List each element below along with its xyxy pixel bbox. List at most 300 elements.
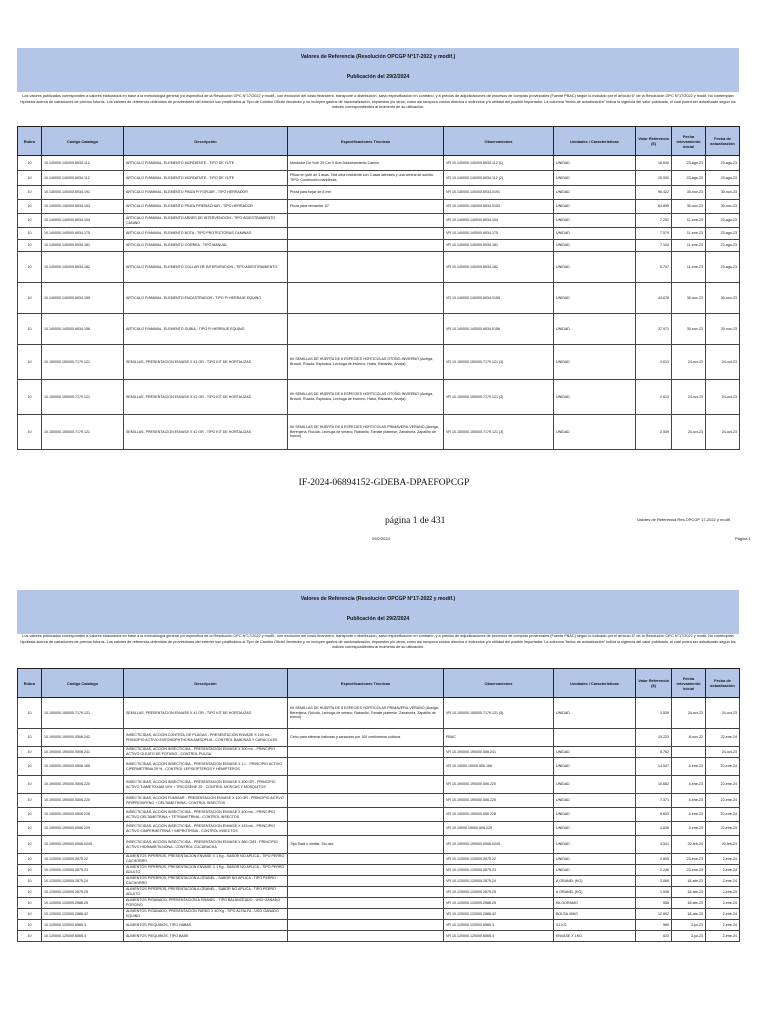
description-cell: ARTICULO P/ANIMAL, ELEMENTO BOTA - TIPO PROTECTORAS CAMINAS bbox=[124, 228, 288, 240]
update-date-cell: 20-feb-24 bbox=[706, 836, 740, 854]
observations-cell: VR 10.120000.120000.2888.25 bbox=[444, 898, 554, 909]
initial-date-cell bbox=[672, 747, 706, 758]
rubro-cell: 10 bbox=[18, 909, 42, 920]
reference-value-cell: 2.613 bbox=[636, 380, 672, 415]
rubro-cell: 10 bbox=[18, 887, 42, 898]
units-cell: UNIDAD bbox=[554, 415, 636, 450]
description-cell: ALIMENTOS P/PERROS, PRESENTACION A GRANEL - SABOR NO APLICA - TIPO PERRO ADULTO bbox=[124, 887, 288, 898]
description-cell: ARTICULO P/ANIMAL, ELEMENTO MORDIENTE - TIPO DE YUTE bbox=[124, 156, 288, 171]
initial-date-cell: 4-ene-23 bbox=[672, 776, 706, 794]
initial-date-cell: 11-ene-23 bbox=[672, 228, 706, 240]
specs-cell bbox=[288, 920, 444, 931]
initial-date-cell: 24-oct-23 bbox=[672, 345, 706, 380]
units-cell bbox=[554, 729, 636, 747]
description-cell: ALIMENTOS P/GANADO, PRESENTACION A GRANEL - TIPO BALANCEADO - USO GANADO PORCINO bbox=[124, 898, 288, 909]
catalog-code-cell: 10.140000.140000.6934.155 bbox=[42, 283, 124, 314]
initial-date-cell: 24-oct-23 bbox=[672, 698, 706, 729]
update-date-cell: 23-ago-23 bbox=[706, 240, 740, 252]
catalog-code-cell: 10.140000.140000.6934.153 bbox=[42, 200, 124, 214]
update-date-cell: 30-nov-23 bbox=[706, 283, 740, 314]
reference-value-cell: 37.971 bbox=[636, 314, 672, 345]
units-cell: UNIDAD bbox=[554, 808, 636, 822]
reference-value-cell: 2.613 bbox=[636, 345, 672, 380]
catalog-code-cell: 10.120000.120000.6565.3 bbox=[42, 920, 124, 931]
catalog-code-cell: 10.120000.120000.2875.25 bbox=[42, 887, 124, 898]
reference-value-cell: 7.104 bbox=[636, 240, 672, 252]
rubro-cell: 10 bbox=[18, 380, 42, 415]
specs-cell bbox=[288, 776, 444, 794]
catalog-code-cell: 10.190000.190000.0506.166 bbox=[42, 758, 124, 776]
table-row bbox=[18, 776, 740, 794]
units-cell: KILOGRAMO bbox=[554, 898, 636, 909]
description-cell: INSECTICIDAS, ACCION FUMIGAR - PRESENTACION ENVASE X 120 GR - PRINCIPIO ACTIVO PIRIPROXIFENO + DELTAMETRINA - CONTROL INSECTOS bbox=[124, 794, 288, 808]
rubro-cell: 10 bbox=[18, 854, 42, 865]
table-row bbox=[18, 314, 740, 345]
rubro-cell: 10 bbox=[18, 865, 42, 876]
footer-page: Página 1 bbox=[735, 536, 751, 541]
specs-cell bbox=[288, 214, 444, 228]
specs-cell: Kit SEMILLAS DE HUERTA DE 8 ESPECIES HORTICOLAS PRIMAVERA-VERANO (Acelga, Berenjena, Rúcula, Lechuga de verano, Rabanito, Tomate platense, Zanahoria, Zapallito de tronco). bbox=[288, 415, 444, 450]
col-header: Fecha relevamiento inicial bbox=[672, 127, 706, 156]
initial-date-cell: 4-ene-23 bbox=[672, 794, 706, 808]
rubro-cell: 10 bbox=[18, 729, 42, 747]
table-row bbox=[18, 380, 740, 415]
specs-cell bbox=[288, 931, 444, 942]
table-row bbox=[18, 186, 740, 200]
units-cell: UNIDAD bbox=[554, 380, 636, 415]
update-date-cell: 2-ene-24 bbox=[706, 854, 740, 865]
specs-cell bbox=[288, 898, 444, 909]
description-cell: ALIMENTOS P/EQUINOS, TIPO BASE bbox=[124, 931, 288, 942]
description-cell: INSECTICIDAS, ACCION INSECTICIDA - PRESENTACION ENVASE X 400 mL - PRINCIPIO ACTIVO DELTAMETRINA + TETRAMETRINA - CONTROL INSECTOS bbox=[124, 808, 288, 822]
col-header: Observaciones bbox=[444, 669, 554, 698]
rubro-cell: 10 bbox=[18, 314, 42, 345]
specs-cell bbox=[288, 252, 444, 283]
table-row bbox=[18, 283, 740, 314]
units-cell: UNIDAD bbox=[554, 240, 636, 252]
initial-date-cell: 4-ene-23 bbox=[672, 758, 706, 776]
units-cell: UNIDAD bbox=[554, 283, 636, 314]
update-date-cell: 30-nov-23 bbox=[706, 186, 740, 200]
reference-value-cell: 2.069 bbox=[636, 876, 672, 887]
description-cell: ARTICULO P/ANIMAL, ELEMENTO MORDIENTE - TIPO DE YUTE bbox=[124, 171, 288, 186]
observations-cell: VR 10.140000.140000.6934.112 (2) bbox=[444, 171, 554, 186]
table-row bbox=[18, 887, 740, 898]
units-cell: UNIDAD bbox=[554, 214, 636, 228]
col-header: Unidades / Caracteristicas bbox=[554, 127, 636, 156]
rubro-cell: 10 bbox=[18, 345, 42, 380]
reference-value-cell: 2.805 bbox=[636, 854, 672, 865]
rubro-cell: 10 bbox=[18, 876, 42, 887]
units-cell: UNIDAD bbox=[554, 252, 636, 283]
specs-cell: Kit SEMILLAS DE HUERTA DE 8 ESPECIES HORTICOLAS PRIMAVERA-VERANO (Acelga, Berenjena, Rúcula, Lechuga de verano, Rabanito, Tomate platense, Zanahoria, Zapallito de tronco). bbox=[288, 698, 444, 729]
col-header: Descripción bbox=[124, 127, 288, 156]
catalog-code-cell: 10.190000.190000.0506.0245 bbox=[42, 836, 124, 854]
units-cell: UNIDAD bbox=[554, 836, 636, 854]
units-cell: UNIDAD bbox=[554, 345, 636, 380]
rubro-cell: 10 bbox=[18, 283, 42, 314]
catalog-code-cell: 10.190000.190000.0506.242 bbox=[42, 729, 124, 747]
observations-cell: VR 10.140000.140000.6934.181 bbox=[444, 240, 554, 252]
description-cell: SEMILLAS, PRESENTACION ENVASE X 41 GR - TIPO KIT DE HORTALIZAS bbox=[124, 380, 288, 415]
table-row bbox=[18, 747, 740, 758]
catalog-code-cell: 10.140000.140000.6934.181 bbox=[42, 240, 124, 252]
initial-date-cell: 30-nov-23 bbox=[672, 186, 706, 200]
update-date-cell: 23-ago-23 bbox=[706, 228, 740, 240]
observations-cell: VR 10.140000.140000.6934.0191 bbox=[444, 186, 554, 200]
observations-cell: VR 10.190000.190000.506.220 bbox=[444, 776, 554, 794]
table-row bbox=[18, 758, 740, 776]
reference-value-cell: 96.422 bbox=[636, 186, 672, 200]
update-date-cell: 2-ene-24 bbox=[706, 876, 740, 887]
table-row bbox=[18, 876, 740, 887]
table-row bbox=[18, 252, 740, 283]
table-row bbox=[18, 865, 740, 876]
reference-value-cell: 16.640 bbox=[636, 156, 672, 171]
units-cell: UNIDAD bbox=[554, 865, 636, 876]
observations-cell: VR 10.120000.120000.6565.3 bbox=[444, 920, 554, 931]
rubro-cell: 10 bbox=[18, 747, 42, 758]
footer-date: 29/2/2024 bbox=[372, 536, 390, 541]
units-cell: UNIDAD bbox=[554, 228, 636, 240]
observations-cell: VR 10.140000.140000.6934.175 bbox=[444, 228, 554, 240]
description-cell: ARTICULO P/ANIMAL, ELEMENTO ARNES DE INTERVENCION - TIPO ADIESTRAMIENTO CANINO bbox=[124, 214, 288, 228]
col-header: Rubro bbox=[18, 127, 42, 156]
table-header-row bbox=[18, 127, 740, 156]
initial-date-cell: 20-feb-24 bbox=[672, 836, 706, 854]
col-header: Código Catalogo bbox=[42, 669, 124, 698]
publication-date: Publicación del 29/2/2024 bbox=[346, 74, 410, 80]
description-cell: ARTICULO P/ANIMAL, ELEMENTO GUBIA - TIPO P/ HERRAJE EQUINO bbox=[124, 314, 288, 345]
catalog-code-cell: 10.140000.140000.6934.112 bbox=[42, 171, 124, 186]
table-row bbox=[18, 822, 740, 836]
description-cell: SEMILLAS, PRESENTACION ENVASE X 41 GR - TIPO KIT DE HORTALIZAS bbox=[124, 698, 288, 729]
table-row bbox=[18, 415, 740, 450]
col-header: Unidades / Caracteristicas bbox=[554, 669, 636, 698]
table-body bbox=[18, 156, 740, 450]
update-date-cell: 24-oct-23 bbox=[706, 415, 740, 450]
table-row bbox=[18, 808, 740, 822]
reference-value-cell: 7.252 bbox=[636, 214, 672, 228]
specs-cell bbox=[288, 240, 444, 252]
rubro-cell: 10 bbox=[18, 822, 42, 836]
initial-date-cell: 3-jul-23 bbox=[672, 920, 706, 931]
catalog-code-cell: 10.150000.150000.7179.121 bbox=[42, 380, 124, 415]
specs-cell bbox=[288, 794, 444, 808]
rubro-cell: 10 bbox=[18, 171, 42, 186]
catalog-code-cell: 10.140000.140000.6934.182 bbox=[42, 252, 124, 283]
observations-cell: VR 10.120000.120000.2888.42 bbox=[444, 909, 554, 920]
observations-cell: VR 10.140000.140000.6934.0153 bbox=[444, 200, 554, 214]
document-page-2 bbox=[0, 590, 768, 1024]
specs-cell: Tipo Raid o similar. Sin olor. bbox=[288, 836, 444, 854]
update-date-cell: 30-nov-23 bbox=[706, 314, 740, 345]
description-cell: ARTICULO P/ANIMAL, ELEMENTO PINZA P/REMACHAR - TIPO HERRADOR bbox=[124, 200, 288, 214]
table-row bbox=[18, 228, 740, 240]
specs-cell bbox=[288, 747, 444, 758]
description-cell: INSECTICIDAS, ACCION INSECTICIDA - PRESENTACION ENVASE X 400 GR - PRINCIPIO ACTIVO TIAMETOXAM 10% + TRICOSENE Z9 - CONTROL MOSCAS Y MOSQUITOS bbox=[124, 776, 288, 794]
catalog-code-cell: 10.150000.150000.7179.121 bbox=[42, 345, 124, 380]
col-header: Fecha de actualización bbox=[706, 669, 740, 698]
table-header-row bbox=[18, 669, 740, 698]
specs-cell bbox=[288, 876, 444, 887]
units-cell: UNIDAD bbox=[554, 747, 636, 758]
observations-cell: VR 10.19000.19000.506.229 bbox=[444, 822, 554, 836]
table-body bbox=[18, 698, 740, 942]
update-date-cell: 2-ene-24 bbox=[706, 931, 740, 942]
initial-date-cell: 3-jul-23 bbox=[672, 931, 706, 942]
initial-date-cell: 11-ene-23 bbox=[672, 240, 706, 252]
catalog-code-cell: 10.120000.120000.2875.22 bbox=[42, 854, 124, 865]
update-date-cell: 24-oct-23 bbox=[706, 380, 740, 415]
page-number: página 1 de 431 bbox=[385, 516, 446, 526]
update-date-cell: 23-ago-23 bbox=[706, 214, 740, 228]
observations-cell: VR 10.190000.190000.0506.0245 bbox=[444, 836, 554, 854]
update-date-cell: 2-ene-24 bbox=[706, 920, 740, 931]
col-header: Fecha relevamiento inicial bbox=[672, 669, 706, 698]
specs-cell bbox=[288, 314, 444, 345]
rubro-cell: 10 bbox=[18, 794, 42, 808]
catalog-code-cell: 10.190000.190000.0506.228 bbox=[42, 808, 124, 822]
table-row bbox=[18, 345, 740, 380]
description-cell: ARTICULO P/ANIMAL, ELEMENTO CORREA - TIPO MANUAL bbox=[124, 240, 288, 252]
specs-cell: Mordedor De Yute 20 Cm X 6cm Adiestramiento Canino bbox=[288, 156, 444, 171]
description-cell: ALIMENTOS P/GANADO, PRESENTACION FARDO X 40 Kg - TIPO ALFALFA - USO GANADO EQUINO bbox=[124, 909, 288, 920]
table-row bbox=[18, 854, 740, 865]
units-cell: ENVASE X 1KG bbox=[554, 931, 636, 942]
intro-paragraph: Los valores publicados corresponden a valores elaborados en base a la metodología general y/o específica de la Resolución OPC N°17/2022 y modif., con exclusión del costo financiero, transporte o distribución, salvo especificación en contrario, y a precios de adjudicaciones de procesos de compras provinciales (Fuente PBAC) según lo indicado por el artículo 6° de la Resolución OPC N°17/2022 y modif. No contemplan hipótesis acerca de variaciones de precios futuros. Los valores de referencia obtenidos de proveedores del exterior son pesificados al Tipo de Cambio Oficial Vendedor y no incluyen gastos de nacionalización, impuestos y/u otros, como así tampoco costos directos e indirectos y/o utilidad del posible importador. La columna "fecha de actualización" indica la vigencia del valor publicado, el cual podrá ser actualizado según los índices correspondientes al momento de su utilización. bbox=[20, 634, 736, 650]
rubro-cell: 10 bbox=[18, 415, 42, 450]
initial-date-cell: 23-ago-23 bbox=[672, 156, 706, 171]
initial-date-cell: 23-ago-23 bbox=[672, 171, 706, 186]
initial-date-cell: 11-ene-23 bbox=[672, 252, 706, 283]
description-cell: INSECTICIDAS, ACCION INSECTICIDA - PRESENTACION ENVASE X 1 L - PRINCIPIO ACTIVO CIPERMETRINA 25 % - CONTROL LEPIDOPTEROS Y HEMIPTEROS bbox=[124, 758, 288, 776]
update-date-cell: 30-nov-23 bbox=[706, 200, 740, 214]
table-row bbox=[18, 898, 740, 909]
specs-cell bbox=[288, 854, 444, 865]
specs-cell bbox=[288, 808, 444, 822]
observations-cell: VR 10.120000.120000.6565.4 bbox=[444, 931, 554, 942]
table-row bbox=[18, 836, 740, 854]
reference-value-cell: 7.371 bbox=[636, 794, 672, 808]
update-date-cell: 22-ene-24 bbox=[706, 758, 740, 776]
table-row bbox=[18, 794, 740, 808]
initial-date-cell: 8-nov-22 bbox=[672, 729, 706, 747]
observations-cell: VR 10.190000.190000.506.228 bbox=[444, 808, 554, 822]
table-row bbox=[18, 909, 740, 920]
initial-date-cell: 18-abr-23 bbox=[672, 898, 706, 909]
catalog-code-cell: 10.140000.140000.6934.112 bbox=[42, 156, 124, 171]
catalog-code-cell: 10.190000.190000.0506.229 bbox=[42, 822, 124, 836]
reference-value-cell: 4.836 bbox=[636, 822, 672, 836]
reference-value-cell: 64.895 bbox=[636, 200, 672, 214]
reference-value-cell: 969 bbox=[636, 920, 672, 931]
reference-value-cell: 558 bbox=[636, 898, 672, 909]
update-date-cell: 23-ago-23 bbox=[706, 252, 740, 283]
update-date-cell: 23-ago-23 bbox=[706, 171, 740, 186]
observations-cell: VR 10.120000.120000.2875.24 bbox=[444, 876, 554, 887]
specs-cell: Kit SEMILLAS DE HUERTA DE 8 ESPECIES HORTICOLAS OTOÑO-INVIERNO (Acelga, Brócoli, Rúcula, Espinaca, Lechuga de invierno, Haba, Rabanito, Arveja). bbox=[288, 380, 444, 415]
reference-value-cell: 2.539 bbox=[636, 698, 672, 729]
catalog-code-cell: 10.190000.190000.0506.241 bbox=[42, 747, 124, 758]
table-row bbox=[18, 931, 740, 942]
rubro-cell: 10 bbox=[18, 186, 42, 200]
observations-cell: PBAC bbox=[444, 729, 554, 747]
rubro-cell: 10 bbox=[18, 931, 42, 942]
units-cell: A GRANEL (KG) bbox=[554, 876, 636, 887]
units-cell: UNIDAD bbox=[554, 314, 636, 345]
initial-date-cell: 30-nov-23 bbox=[672, 314, 706, 345]
reference-value-cell: 2.539 bbox=[636, 415, 672, 450]
rubro-cell: 10 bbox=[18, 200, 42, 214]
description-cell: ALIMENTOS P/EQUINOS, TIPO HABAS bbox=[124, 920, 288, 931]
rubro-cell: 10 bbox=[18, 920, 42, 931]
reference-values-table bbox=[17, 668, 740, 942]
specs-cell bbox=[288, 758, 444, 776]
reference-value-cell: 1.908 bbox=[636, 887, 672, 898]
update-date-cell: 22-ene-24 bbox=[706, 808, 740, 822]
units-cell: UNIDAD bbox=[554, 794, 636, 808]
catalog-code-cell: 10.120000.120000.6565.4 bbox=[42, 931, 124, 942]
units-cell: UNIDAD bbox=[554, 854, 636, 865]
catalog-code-cell: 10.150000.150000.7179.121 bbox=[42, 698, 124, 729]
catalog-code-cell: 10.140000.140000.6934.156 bbox=[42, 314, 124, 345]
description-cell: ARTICULO P/ANIMAL, ELEMENTO COLLAR DE INTERVENCION - TIPO ADIESTRAMIENTO bbox=[124, 252, 288, 283]
table-row bbox=[18, 729, 740, 747]
reference-value-cell: 10.682 bbox=[636, 776, 672, 794]
initial-date-cell: 4-ene-23 bbox=[672, 808, 706, 822]
reference-value-cell: 15.223 bbox=[636, 729, 672, 747]
page-separator bbox=[0, 560, 768, 590]
observations-cell: VR 10.150000.150000.7179.121 (3) bbox=[444, 415, 554, 450]
catalog-code-cell: 10.190000.190000.0506.220 bbox=[42, 776, 124, 794]
col-header: Especificaciones Técnicas bbox=[288, 669, 444, 698]
initial-date-cell: 30-nov-23 bbox=[672, 200, 706, 214]
table-row bbox=[18, 698, 740, 729]
observations-cell: VR 10.140000.140000.6934.0155 bbox=[444, 283, 554, 314]
publication-date: Publicación del 29/2/2024 bbox=[346, 616, 410, 622]
units-cell: UNIDAD bbox=[554, 822, 636, 836]
update-date-cell: 22-ene-24 bbox=[706, 776, 740, 794]
update-date-cell: 22-ene-24 bbox=[706, 794, 740, 808]
observations-cell: VR 10.120000.120000.2875.23 bbox=[444, 865, 554, 876]
reference-value-cell: 12.892 bbox=[636, 909, 672, 920]
observations-cell: VR 10.150000.150000.7179.121 (3) bbox=[444, 380, 554, 415]
reference-note: Valores de Referencia Res.OPCGP 17-2022 y modif. bbox=[637, 517, 731, 522]
specs-cell: Kit SEMILLAS DE HUERTA DE 8 ESPECIES HORTICOLAS OTOÑO-INVIERNO (Acelga, Brócoli, Rúcula, Espinaca, Lechuga de invierno, Haba, Rabanito, Arveja). bbox=[288, 345, 444, 380]
observations-cell: VR 10.190000.190000.506.241 bbox=[444, 747, 554, 758]
description-cell: SEMILLAS, PRESENTACION ENVASE X 41 GR - TIPO KIT DE HORTALIZAS bbox=[124, 415, 288, 450]
update-date-cell: 22-ene-24 bbox=[706, 822, 740, 836]
document-title: Valores de Referencia (Resolución OPCGP N°17-2022 y modif.) bbox=[300, 54, 456, 60]
units-cell: A GRANEL (KG) bbox=[554, 887, 636, 898]
table-row bbox=[18, 200, 740, 214]
observations-cell: VR 10.150000.150000.7179.121 (5) bbox=[444, 698, 554, 729]
units-cell: UNIDAD bbox=[554, 200, 636, 214]
update-date-cell: 2-ene-24 bbox=[706, 898, 740, 909]
description-cell: ALIMENTOS P/PERROS, PRESENTACION A GRANEL - SABOR NO APLICA - TIPO PERRO CACHORRO bbox=[124, 876, 288, 887]
reference-value-cell: 2.246 bbox=[636, 865, 672, 876]
description-cell: INSECTICIDAS, ACCION INSECTICIDA - PRESENTACION ENVASE X 860 CM3 - PRINCIPIO ACTIVO HIDRAMETILNONA - CONTROL CUCARACHA bbox=[124, 836, 288, 854]
units-cell: UNIDAD bbox=[554, 156, 636, 171]
description-cell: INSECTICIDAS, ACCION CONTROL DE PLAGAS - PRESENTACION ENVASE X 100 mL - PRINCIPIO ACTIVO ENTOMOPHTHORA ANISOPLIA - CONTROL BABOSAS Y CARACOLES bbox=[124, 729, 288, 747]
units-cell: X1 KG bbox=[554, 920, 636, 931]
description-cell: INSECTICIDAS, ACCION INSECTICIDA - PRESENTACION ENVASE X 500 mL - PRINCIPIO ACTIVO OLEATO DE POTASIO - CONTROL PULGA bbox=[124, 747, 288, 758]
observations-cell: VR 10.140000.140000.6934.182 bbox=[444, 252, 554, 283]
specs-cell bbox=[288, 865, 444, 876]
reference-value-cell: 823 bbox=[636, 931, 672, 942]
rubro-cell: 10 bbox=[18, 836, 42, 854]
document-title: Valores de Referencia (Resolución OPCGP N°17-2022 y modif.) bbox=[300, 596, 456, 602]
reference-value-cell: 14.547 bbox=[636, 758, 672, 776]
catalog-code-cell: 10.120000.120000.2888.25 bbox=[42, 898, 124, 909]
update-date-cell: 2-ene-24 bbox=[706, 887, 740, 898]
units-cell: UNIDAD bbox=[554, 186, 636, 200]
specs-cell bbox=[288, 822, 444, 836]
observations-cell: VR 10.140000.140000.6934.104 bbox=[444, 214, 554, 228]
description-cell: ALIMENTOS P/PERROS, PRESENTACION ENVASE X 1 Kg - SABOR NO APLICA - TIPO PERRO ADULTO bbox=[124, 865, 288, 876]
description-cell: SEMILLAS, PRESENTACION ENVASE X 41 GR - TIPO KIT DE HORTALIZAS bbox=[124, 345, 288, 380]
specs-cell: Pillow en yute de 3 asas. Tela ultra resistente con 3 asas laterales y una central de sueldo. TIPO: Contención mandíbula. bbox=[288, 171, 444, 186]
units-cell: UNIDAD bbox=[554, 758, 636, 776]
rubro-cell: 10 bbox=[18, 228, 42, 240]
description-cell: ARTICULO P/ANIMAL, ELEMENTO PINZA P/ FORJAR - TIPO HERRADOR bbox=[124, 186, 288, 200]
description-cell: INSECTICIDAS, ACCION INSECTICIDA - PRESENTACION ENVASE X 415 mL - PRINCIPIO ACTIVO CIMPERMETRINA + IMIPROTRINA - CONTROL INSECTOS bbox=[124, 822, 288, 836]
units-cell: UNIDAD bbox=[554, 776, 636, 794]
col-header: Valor Referencia ($) bbox=[636, 669, 672, 698]
specs-cell bbox=[288, 283, 444, 314]
document-id: IF-2024-06894152-GDEBA-DPAEFOPCGP bbox=[298, 478, 470, 488]
specs-cell bbox=[288, 909, 444, 920]
reference-value-cell: 44.678 bbox=[636, 283, 672, 314]
description-cell: ARTICULO P/ANIMAL, ELEMENTO ENCASTRADOR - TIPO P/ HERRAJE EQUINO bbox=[124, 283, 288, 314]
update-date-cell: 23-ago-23 bbox=[706, 156, 740, 171]
initial-date-cell: 24-oct-23 bbox=[672, 415, 706, 450]
specs-cell: Cebo para eliminar babosas y caracoles por 100 centímetros cúbicos bbox=[288, 729, 444, 747]
observations-cell: VR 10.140000.140000.6934.112 (1) bbox=[444, 156, 554, 171]
col-header: Descripción bbox=[124, 669, 288, 698]
specs-cell bbox=[288, 228, 444, 240]
table-row bbox=[18, 214, 740, 228]
col-header: Rubro bbox=[18, 669, 42, 698]
initial-date-cell: 11-ene-23 bbox=[672, 214, 706, 228]
initial-date-cell: 23-ene-23 bbox=[672, 865, 706, 876]
rubro-cell: 10 bbox=[18, 240, 42, 252]
units-cell: BOLSA 40KG bbox=[554, 909, 636, 920]
catalog-code-cell: 10.140000.140000.6934.104 bbox=[42, 214, 124, 228]
title-band bbox=[17, 48, 739, 92]
rubro-cell: 10 bbox=[18, 898, 42, 909]
col-header: Observaciones bbox=[444, 127, 554, 156]
specs-cell bbox=[288, 887, 444, 898]
initial-date-cell: 18-abr-23 bbox=[672, 887, 706, 898]
observations-cell: VR 10.140000.140000.6934.0156 bbox=[444, 314, 554, 345]
catalog-code-cell: 10.120000.120000.2875.23 bbox=[42, 865, 124, 876]
catalog-code-cell: 10.190000.190000.0506.225 bbox=[42, 794, 124, 808]
description-cell: ALIMENTOS P/PERROS, PRESENTACION ENVASE X 1 Kg - SABOR NO APLICA - TIPO PERRO CACHORRO bbox=[124, 854, 288, 865]
table-row bbox=[18, 240, 740, 252]
rubro-cell: 10 bbox=[18, 808, 42, 822]
catalog-code-cell: 10.120000.120000.2875.24 bbox=[42, 876, 124, 887]
col-header: Fecha de actualización bbox=[706, 127, 740, 156]
observations-cell: VR 10.120000.120000.2875.25 bbox=[444, 887, 554, 898]
rubro-cell: 10 bbox=[18, 214, 42, 228]
reference-value-cell: 6.603 bbox=[636, 808, 672, 822]
title-band bbox=[17, 590, 739, 634]
units-cell: UNIDAD bbox=[554, 698, 636, 729]
catalog-code-cell: 10.140000.140000.6934.175 bbox=[42, 228, 124, 240]
update-date-cell: 2-ene-24 bbox=[706, 865, 740, 876]
